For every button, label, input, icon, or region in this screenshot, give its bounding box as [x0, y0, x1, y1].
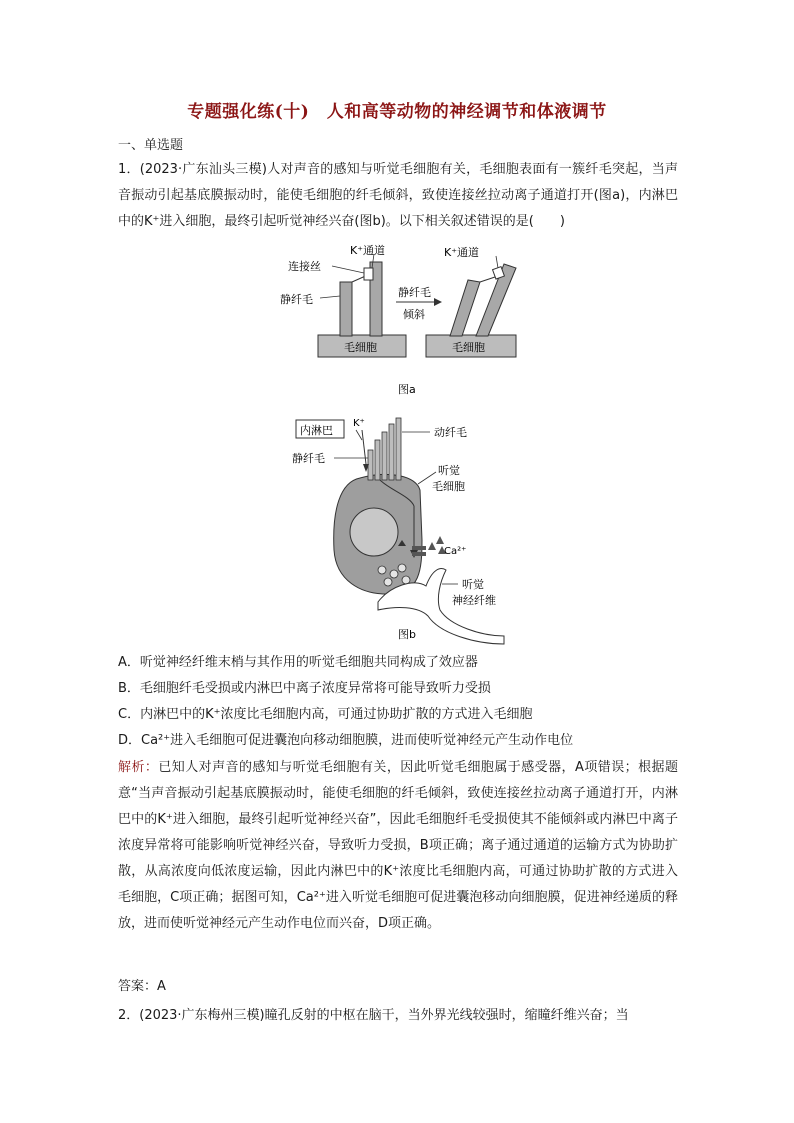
fig-a-k-channel-label: K⁺通道 — [350, 244, 386, 257]
fig-b-hair-cell-label-2: 毛细胞 — [432, 480, 465, 493]
fig-a-link-label: 连接丝 — [288, 260, 321, 273]
fig-a-right-short-cilium — [450, 280, 480, 336]
fig-a-caption: 图a — [398, 383, 416, 396]
analysis-text: 已知人对声音的感知与听觉毛细胞有关，因此听觉毛细胞属于感受器，A项错误；根据题意“当声音振动引起基底膜振动时，能使毛细胞的纤毛倾斜，致使连接丝拉动离子通道打开，内淋巴中的K⁺进入细胞，最终引起听觉神经兴奋”，因此毛细胞纤毛受损使其不能倾斜或内淋巴中离子浓度异常将可能影响听觉神经兴奋，导致听力受损，B项正确；离子通过通道的运输方式为协助扩散，从高浓度向低浓度运输，因此内淋巴中的K⁺浓度比毛细胞内高，可通过协助扩散的方式进入毛细胞，C项正确；据图可知，Ca²⁺进入听觉毛细胞可促进囊泡移动向细胞膜，促进神经递质的释放，进而使听觉神经元产生动作电位而兴奋，D项正确。 — [118, 760, 678, 931]
fig-b-nucleus — [350, 508, 398, 556]
fig-a-cell-right-label: 毛细胞 — [452, 341, 485, 354]
fig-a-arrow-bottom: 倾斜 — [403, 308, 425, 321]
fig-b-caption: 图b — [398, 628, 416, 641]
fig-a-stereocilia-label: 静纤毛 — [280, 293, 313, 306]
fig-b-hair-cell-label-1: 听觉 — [438, 464, 460, 477]
fig-b-ca-label: Ca²⁺ — [444, 546, 467, 557]
figure-a — [270, 240, 530, 400]
fig-b-k-label: K⁺ — [353, 418, 365, 429]
page-title: 专题强化练(十) 人和高等动物的神经调节和体液调节 — [187, 102, 607, 122]
option-c: C．内淋巴中的K⁺浓度比毛细胞内高，可通过协助扩散的方式进入毛细胞 — [118, 707, 533, 722]
fig-b-endolymph-label: 内淋巴 — [300, 424, 333, 437]
fig-a-cell-left-label: 毛细胞 — [344, 341, 377, 354]
fig-b-nerve-label-2: 神经纤维 — [452, 594, 496, 607]
figure-b — [290, 410, 520, 645]
fig-b-nerve-label-1: 听觉 — [462, 578, 484, 591]
option-b: B．毛细胞纤毛受损或内淋巴中离子浓度异常将可能导致听力受损 — [118, 681, 491, 696]
option-d: D．Ca²⁺进入毛细胞可促进囊泡向移动细胞膜，进而使听觉神经元产生动作电位 — [118, 733, 574, 748]
analysis-label: 解析： — [118, 760, 159, 775]
question-1-stem: 1．(2023·广东汕头三模)人对声音的感知与听觉毛细胞有关，毛细胞表面有一簇纤毛突起，当声音振动引起基底膜振动时，能使毛细胞的纤毛倾斜，致使连接丝拉动离子通道打开(图a)，内淋巴中的K⁺进入细胞，最终引起听觉神经兴奋(图b)。以下相关叙述错误的是( ) — [118, 162, 678, 229]
answer: 答案：A — [118, 979, 166, 994]
fig-a-arrow-top: 静纤毛 — [398, 286, 431, 299]
analysis-block — [118, 755, 678, 937]
section-heading: 一、单选题 — [118, 138, 184, 153]
option-a: A．听觉神经纤维末梢与其作用的听觉毛细胞共同构成了效应器 — [118, 655, 478, 670]
fig-b-kinocilium-label: 动纤毛 — [434, 426, 467, 439]
fig-a-left-short-cilium — [340, 282, 352, 336]
fig-a-left-channel — [364, 268, 373, 280]
fig-a-k-channel-right-label: K⁺通道 — [444, 246, 480, 259]
fig-b-stereocilia-label: 静纤毛 — [292, 452, 325, 465]
question-2-stem: 2．(2023·广东梅州三模)瞳孔反射的中枢在脑干，当外界光线较强时，缩瞳纤维兴奋；当 — [118, 1008, 629, 1023]
